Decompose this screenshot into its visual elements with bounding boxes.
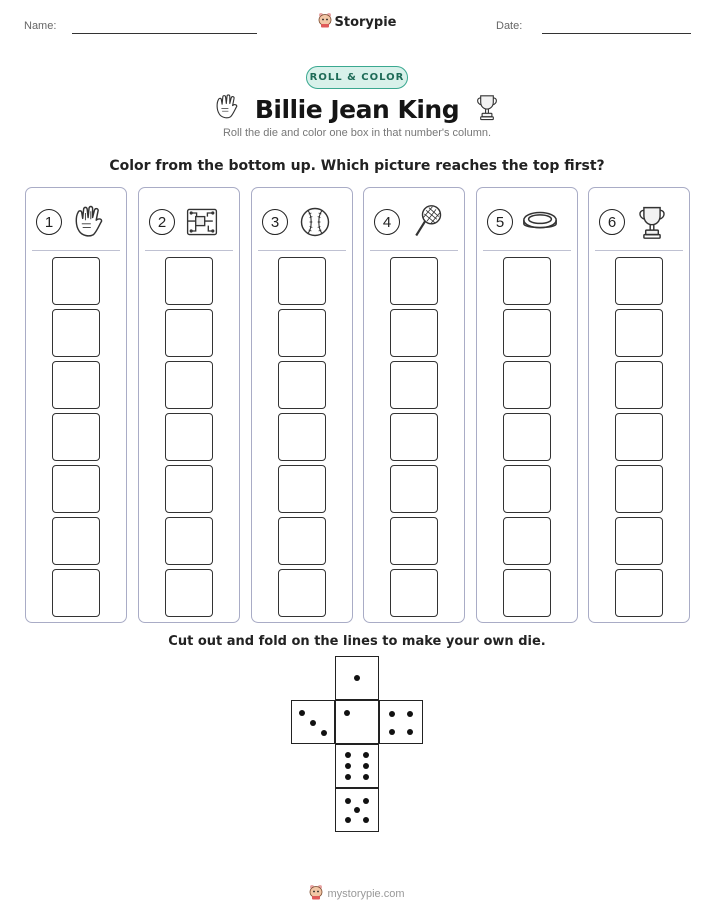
color-box[interactable] xyxy=(52,569,100,617)
color-box[interactable] xyxy=(52,517,100,565)
title-row xyxy=(0,92,714,126)
color-box[interactable] xyxy=(615,361,663,409)
column-3 xyxy=(251,187,353,623)
color-box[interactable] xyxy=(503,413,551,461)
die-pip xyxy=(345,774,351,780)
color-box[interactable] xyxy=(278,413,326,461)
die-pip xyxy=(389,711,395,717)
column-5 xyxy=(476,187,578,623)
die-pip xyxy=(407,729,413,735)
die-pip xyxy=(363,817,369,823)
die-pip xyxy=(344,710,350,716)
color-box[interactable] xyxy=(278,517,326,565)
column-1 xyxy=(25,187,127,623)
ring-icon xyxy=(521,203,559,241)
column-divider xyxy=(595,250,683,251)
color-box[interactable] xyxy=(165,569,213,617)
color-box[interactable] xyxy=(52,309,100,357)
color-box[interactable] xyxy=(278,257,326,305)
die-pip xyxy=(345,752,351,758)
trophy-icon xyxy=(633,203,671,241)
column-2 xyxy=(138,187,240,623)
name-label: Name: xyxy=(24,20,57,32)
color-box[interactable] xyxy=(165,465,213,513)
die-face-three xyxy=(291,700,335,744)
brand-name: Storypie xyxy=(334,14,397,30)
die-pip xyxy=(407,711,413,717)
die-pip xyxy=(299,710,305,716)
subtitle: Roll the die and color one box in that number's column. xyxy=(222,127,492,139)
column-number: 1 xyxy=(36,209,62,235)
date-label: Date: xyxy=(496,20,523,32)
footer xyxy=(0,884,714,904)
die-face-four xyxy=(379,700,423,744)
color-box[interactable] xyxy=(390,465,438,513)
die-pip xyxy=(363,763,369,769)
column-6 xyxy=(588,187,690,623)
color-box[interactable] xyxy=(278,361,326,409)
footer-url[interactable]: mystorypie.com xyxy=(327,888,405,900)
die-pip xyxy=(363,798,369,804)
color-box[interactable] xyxy=(165,413,213,461)
die-pip xyxy=(345,763,351,769)
column-number: 4 xyxy=(374,209,400,235)
storypie-mascot-icon xyxy=(309,884,323,904)
color-box[interactable] xyxy=(278,465,326,513)
color-box[interactable] xyxy=(390,309,438,357)
color-box[interactable] xyxy=(278,569,326,617)
color-box[interactable] xyxy=(390,569,438,617)
instruction: Color from the bottom up. Which picture reaches the top first? xyxy=(109,158,605,174)
color-box[interactable] xyxy=(52,465,100,513)
trophy-icon xyxy=(473,92,501,126)
baseball-glove-icon xyxy=(213,93,241,125)
storypie-mascot-icon xyxy=(318,12,332,32)
column-divider xyxy=(370,250,458,251)
color-box[interactable] xyxy=(52,257,100,305)
color-box[interactable] xyxy=(615,257,663,305)
column-number: 6 xyxy=(599,209,625,235)
die-face-one xyxy=(335,656,379,700)
color-box[interactable] xyxy=(390,361,438,409)
date-line[interactable] xyxy=(542,33,691,34)
color-box[interactable] xyxy=(615,413,663,461)
column-number: 5 xyxy=(487,209,513,235)
die-pip xyxy=(363,752,369,758)
color-box[interactable] xyxy=(615,569,663,617)
circuit-board-icon xyxy=(183,203,221,241)
die-pip xyxy=(389,729,395,735)
color-box[interactable] xyxy=(503,465,551,513)
color-box[interactable] xyxy=(165,257,213,305)
column-number: 3 xyxy=(262,209,288,235)
column-divider xyxy=(32,250,120,251)
color-box[interactable] xyxy=(52,361,100,409)
color-box[interactable] xyxy=(615,517,663,565)
color-box[interactable] xyxy=(390,413,438,461)
color-box[interactable] xyxy=(165,517,213,565)
column-divider xyxy=(145,250,233,251)
color-box[interactable] xyxy=(503,517,551,565)
die-pip xyxy=(310,720,316,726)
baseball-glove-icon xyxy=(70,203,108,241)
color-box[interactable] xyxy=(165,309,213,357)
color-box[interactable] xyxy=(390,257,438,305)
color-box[interactable] xyxy=(615,309,663,357)
color-box[interactable] xyxy=(503,361,551,409)
column-4 xyxy=(363,187,465,623)
roll-and-color-badge: ROLL & COLOR xyxy=(306,66,408,89)
color-box[interactable] xyxy=(503,309,551,357)
color-box[interactable] xyxy=(390,517,438,565)
color-box[interactable] xyxy=(165,361,213,409)
die-face-one xyxy=(335,700,379,744)
color-box[interactable] xyxy=(503,257,551,305)
cutout-instruction: Cut out and fold on the lines to make your own die. xyxy=(168,634,546,649)
baseball-icon xyxy=(296,203,334,241)
die-pip xyxy=(354,675,360,681)
brand-logo xyxy=(0,12,714,32)
die-pip xyxy=(345,798,351,804)
color-box[interactable] xyxy=(278,309,326,357)
color-box[interactable] xyxy=(503,569,551,617)
die-pip xyxy=(321,730,327,736)
die-pip xyxy=(354,807,360,813)
column-divider xyxy=(258,250,346,251)
column-divider xyxy=(483,250,571,251)
column-number: 2 xyxy=(149,209,175,235)
page-title: Billie Jean King xyxy=(254,94,460,124)
die-face-five xyxy=(335,788,379,832)
color-box[interactable] xyxy=(615,465,663,513)
tennis-racket-icon xyxy=(408,203,446,241)
name-line[interactable] xyxy=(72,33,257,34)
die-pip xyxy=(363,774,369,780)
color-box[interactable] xyxy=(52,413,100,461)
die-pip xyxy=(345,817,351,823)
die-face-six xyxy=(335,744,379,788)
